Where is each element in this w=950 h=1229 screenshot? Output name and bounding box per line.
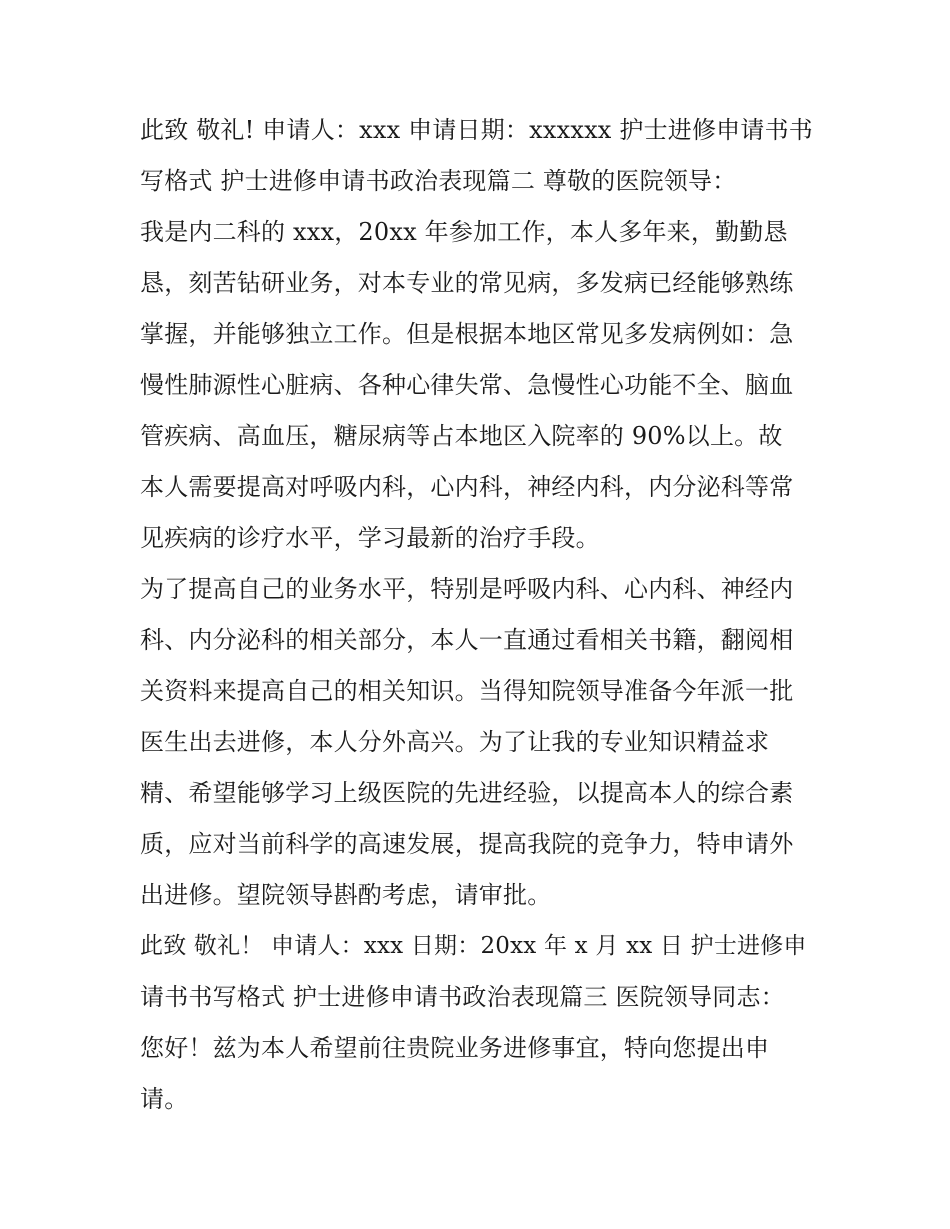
text-line: 医生出去进修，本人分外高兴。为了让我的专业知识精益求: [140, 728, 770, 756]
text-line: 写格式 护士进修申请书政治表现篇二 尊敬的医院领导：: [140, 167, 737, 195]
text-line: 掌握，并能够独立工作。但是根据本地区常见多发病例如：急: [140, 320, 794, 348]
text-line: 出进修。望院领导斟酌考虑，请审批。: [140, 881, 552, 909]
text-line: 恳，刻苦钻研业务，对本专业的常见病，多发病已经能够熟练: [140, 269, 794, 297]
text-line: 见疾病的诊疗水平，学习最新的治疗手段。: [140, 524, 600, 552]
text-line: 请书书写格式 护士进修申请书政治表现篇三 医院领导同志：: [140, 983, 785, 1011]
text-line: 科、内分泌科的相关部分，本人一直通过看相关书籍，翻阅相: [140, 626, 794, 654]
text-line: 精、希望能够学习上级医院的先进经验，以提高本人的综合素: [140, 779, 794, 807]
text-line: 我是内二科的 xxx，20xx 年参加工作，本人多年来，勤勤恳: [140, 218, 788, 246]
text-line: 此致 敬礼! 申请人：xxx 申请日期：xxxxxx 护士进修申请书书: [140, 116, 813, 144]
text-line: 请。: [140, 1085, 189, 1113]
text-line: 您好！兹为本人希望前往贵院业务进修事宜，特向您提出申: [140, 1034, 770, 1062]
text-line: 此致 敬礼！ 申请人：xxx 日期：20xx 年 x 月 xx 日 护士进修申: [140, 933, 807, 959]
text-line: 质，应对当前科学的高速发展，提高我院的竞争力，特申请外: [140, 830, 794, 858]
text-line: 管疾病、高血压，糖尿病等占本地区入院率的 90%以上。故: [140, 422, 783, 450]
text-line: 为了提高自己的业务水平，特别是呼吸内科、心内科、神经内: [140, 575, 794, 603]
text-line: 慢性肺源性心脏病、各种心律失常、急慢性心功能不全、脑血: [140, 371, 794, 399]
text-line: 关资料来提高自己的相关知识。当得知院领导准备今年派一批: [140, 677, 794, 705]
text-line: 本人需要提高对呼吸内科，心内科，神经内科，内分泌科等常: [140, 473, 794, 501]
